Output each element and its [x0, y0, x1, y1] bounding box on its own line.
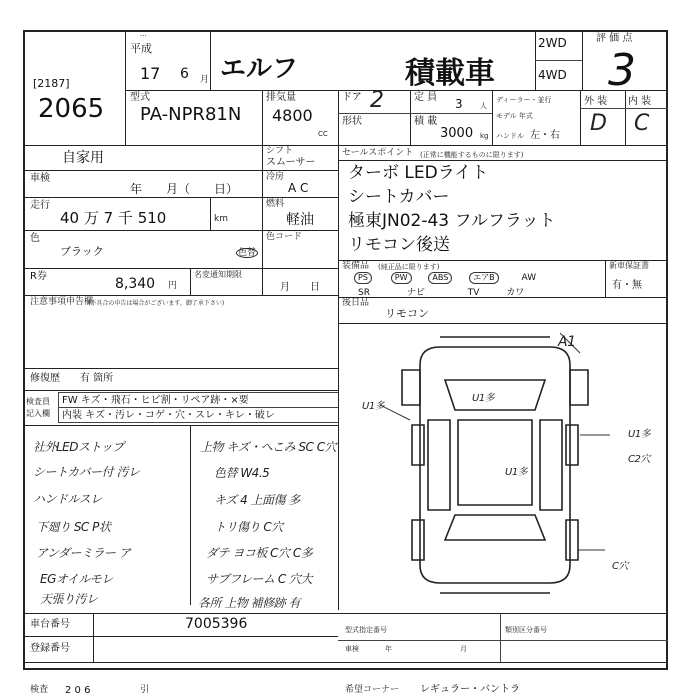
era-label: 平成 — [130, 42, 152, 55]
handle-label: ハンドル — [496, 132, 524, 140]
month-value: 6 — [180, 66, 189, 82]
diagram-mark-bottom: C穴 — [612, 561, 628, 572]
handle-value: 左・右 — [530, 130, 560, 141]
post-items-label: 後日品 — [342, 298, 370, 308]
capacity-label: 定 員 — [414, 92, 438, 103]
draw-label: 引 — [140, 685, 150, 695]
hand-note-r1: 上物 キズ・へこみ SC C穴 — [200, 440, 337, 454]
month-unit: 月 — [200, 75, 210, 85]
sales-points-sub: (正常に機能するものに限ります) — [420, 151, 524, 159]
car-name: エルフ — [220, 54, 299, 84]
new-car-warranty-label: 新車保証書 — [609, 261, 649, 270]
year-to-label: 月 — [460, 645, 467, 653]
inspection-value: 年 月（ 日） — [130, 182, 239, 196]
mileage-unit: km — [214, 214, 228, 224]
hand-note-r4: トリ傷り C穴 — [214, 520, 283, 534]
sales-point-1: ターボ LEDライト — [348, 163, 489, 183]
drive-4wd: 4WD — [538, 68, 567, 82]
load-label: 積 載 — [414, 116, 438, 127]
recycle-unit: 円 — [168, 281, 178, 291]
fuel-label: 燃料 — [266, 199, 285, 209]
hand-note-r7: 各所 上物 補修跡 有 — [198, 596, 300, 610]
interior-grade: C — [634, 111, 649, 136]
inspection-footer-value: 2 0 6 — [65, 685, 91, 696]
inspector-row-1: FW キズ・飛石・ヒビ割・リペア跡・×要 — [62, 395, 249, 406]
hand-note-l5: アンダーミラー ア — [36, 546, 131, 560]
hand-note-r3: キズ 4 上面傷 多 — [214, 493, 300, 507]
hand-note-l2: シートカバー付 汚レ — [33, 465, 140, 479]
repair-label: 修復歴 — [30, 373, 60, 384]
interior-label: 内 装 — [628, 96, 652, 107]
color-change-badge: 色替 — [238, 248, 257, 258]
body-type: 積載車 — [405, 56, 495, 91]
equip-ps: PS — [354, 272, 372, 284]
equipment-row-1 — [354, 272, 536, 284]
fuel-value: 軽油 — [286, 212, 314, 228]
inspector-row-2: 内装 キズ・汚レ・コゲ・穴・スレ・キレ・破レ — [62, 410, 275, 421]
recycle-label: R券 — [30, 271, 47, 282]
inspection-label: 車検 — [30, 173, 50, 184]
doors-value: 2 — [370, 88, 384, 113]
diagram-mark-c2: C2穴 — [628, 454, 650, 465]
load-unit: kg — [480, 132, 489, 140]
drive-2wd: 2WD — [538, 36, 567, 50]
deadline-value: 月 日 — [280, 282, 320, 293]
equip-pw: PW — [391, 272, 412, 284]
diagram-mark-l1: U1多 — [362, 401, 385, 412]
score-value: 3 — [608, 45, 636, 96]
sales-point-3: 極東JN02-43 フルフラット — [348, 211, 556, 231]
color-value: ブラック — [60, 245, 104, 258]
equipment-label: 装備品 — [342, 261, 370, 271]
corner-label: 希望コーナー — [345, 685, 400, 695]
shift-label: シフト — [266, 146, 294, 156]
shape-label: 形状 — [342, 116, 362, 127]
new-car-warranty-value: 有・無 — [612, 280, 642, 291]
post-items-value: リモコン — [385, 307, 429, 320]
hand-note-r2: 色替 W4.5 — [214, 466, 270, 480]
hand-note-l6: EGオイルモレ — [40, 572, 113, 586]
mileage-label: 走行 — [30, 200, 50, 211]
diagram-mark-l2: U1多 — [472, 393, 495, 404]
equip-leather: カワ — [506, 288, 525, 298]
class-number-label: 類別区分番号 — [505, 626, 547, 634]
exterior-grade: D — [590, 111, 607, 136]
sales-point-4: リモコン後送 — [348, 235, 450, 255]
recycle-value: 8,340 — [115, 276, 156, 292]
repair-value: 有 箇所 — [80, 373, 114, 384]
equipment-row-2 — [358, 285, 524, 298]
hand-note-l4: 下廻り SC P状 — [36, 520, 111, 534]
displacement-value: 4800 — [272, 106, 313, 125]
usage-value: 自家用 — [62, 150, 104, 166]
model-year-label: モデル 年式 — [496, 112, 533, 120]
load-value: 3000 — [440, 126, 474, 141]
inspector-label-1: 検査員 — [26, 397, 50, 406]
hand-note-l3: ハンドルスレ — [33, 492, 102, 506]
model-value: PA-NPR81N — [140, 104, 242, 125]
corner-value: レギュラー・バントラ — [420, 684, 520, 695]
hand-note-r6: サブフレーム C 穴大 — [206, 572, 313, 586]
color-code-label: 色コード — [266, 232, 303, 242]
equip-abs: ABS — [428, 272, 452, 284]
displacement-label: 排気量 — [266, 92, 296, 103]
equip-tv: TV — [467, 288, 480, 298]
notes-sub: (不具合の申告は場合がございます。御了承下さい) — [88, 300, 225, 307]
diagram-mark-r1: U1多 — [628, 429, 651, 440]
chassis-label: 車台番号 — [30, 619, 70, 630]
cooling-label: 冷房 — [266, 172, 285, 182]
chassis-value: 7005396 — [185, 616, 248, 632]
equip-aw: AW — [521, 273, 537, 283]
year-from-label: 年 — [385, 645, 392, 653]
notes-label: 注意事項申告欄 — [30, 297, 94, 307]
capacity-value: 3 — [455, 97, 463, 111]
equip-sr: SR — [358, 288, 370, 298]
cooling-value: A C — [288, 181, 309, 195]
sales-points-label: セールスポイント — [342, 148, 414, 158]
equip-airbag: エアB — [469, 272, 499, 284]
top-partial-text: ... — [140, 30, 147, 38]
deadline-label: 名変通知期限 — [194, 270, 242, 279]
hand-note-l7: 天張り汚レ — [40, 592, 98, 606]
mileage-value: 40 万 7 千 510 — [60, 209, 167, 227]
year-value: 17 — [140, 64, 161, 83]
color-label: 色 — [30, 233, 40, 244]
type-number-label: 型式指定番号 — [345, 626, 387, 634]
inspector-label-2: 記入欄 — [26, 409, 50, 418]
exterior-label: 外 装 — [584, 96, 608, 107]
capacity-unit: 人 — [480, 102, 487, 110]
equip-navi: ナビ — [406, 288, 425, 298]
doors-label: ドア — [342, 92, 362, 103]
inspection-footer-label: 検査 — [30, 685, 49, 695]
diagram-mark-a1: A1 — [558, 334, 576, 350]
year-label: 車検 — [345, 645, 359, 653]
displacement-unit: CC — [318, 130, 328, 138]
equipment-sub: (純正品に限ります) — [378, 263, 440, 271]
hand-note-l1: 社外LEDストップ — [33, 440, 124, 454]
shift-value: スムーサー — [266, 157, 316, 168]
score-label: 評 価 点 — [596, 33, 633, 44]
diagram-mark-mid: U1多 — [505, 467, 528, 478]
dealer-label: ディーラー・並行 — [496, 96, 552, 104]
lot-number: 2065 — [38, 94, 105, 124]
model-label: 型式 — [130, 92, 150, 103]
reg-label: 登録番号 — [30, 643, 70, 654]
ref-number: [2187] — [33, 77, 70, 90]
sales-point-2: シートカバー — [348, 187, 450, 207]
hand-note-r5: ダテ ヨコ板 C穴 C多 — [206, 546, 313, 560]
